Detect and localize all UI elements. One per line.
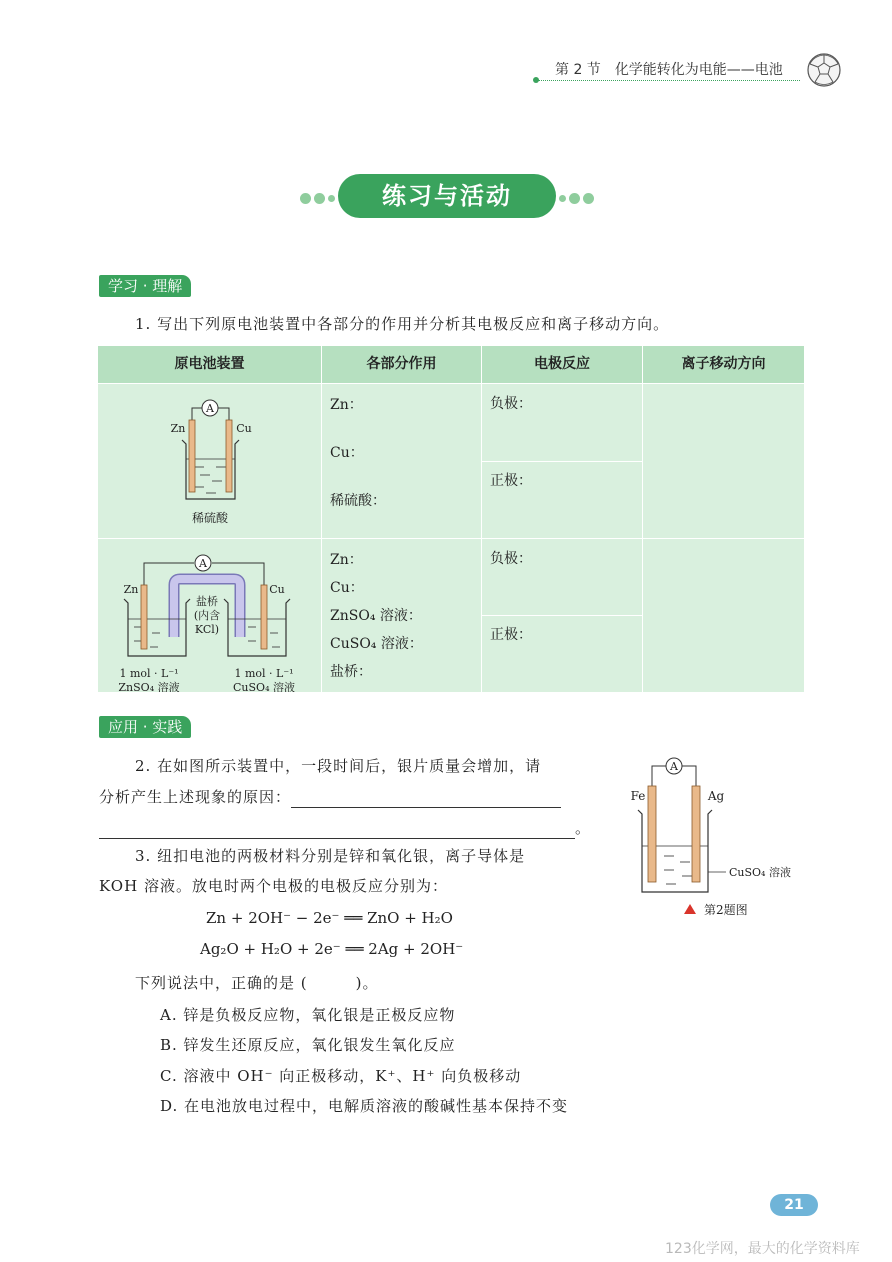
answer-blank[interactable] (99, 818, 575, 839)
figure-caption: 第2题图 (704, 903, 748, 917)
zn-label: Zn (123, 583, 139, 596)
question-3-prompt: 下列说法中，正确的是 ( )。 (135, 974, 379, 992)
row2-ion-cell (643, 539, 804, 692)
option-a[interactable]: A. 锌是负极反应物，氧化银是正极反应物 (160, 1006, 456, 1024)
question-2-prompt: 分析产生上述现象的原因： (99, 788, 292, 806)
fe-label: Fe (630, 789, 646, 803)
section-tag-study: 学习 · 理解 (99, 275, 191, 297)
option-c[interactable]: C. 溶液中 OH⁻ 向正极移动，K⁺、H⁺ 向负极移动 (160, 1067, 522, 1085)
row2-negative-cell (482, 539, 643, 616)
header-title: 化学能转化为电能——电池 (614, 62, 783, 78)
zn-cu-cell-diagram (98, 384, 322, 539)
question-3-line2: KOH 溶液。放电时两个电极的电极反应分别为： (99, 877, 448, 895)
fullerene-icon (806, 52, 842, 88)
row1-positive-cell (482, 462, 643, 539)
banner-dot (300, 193, 311, 204)
role-znso4: ZnSO₄ 溶液： (330, 608, 422, 624)
negative-electrode-label: 负极： (490, 551, 532, 567)
header-rule (538, 80, 800, 81)
banner-dot (583, 193, 594, 204)
question-1: 1. 写出下列原电池装置中各部分的作用并分析其电极反应和离子移动方向。 (135, 315, 670, 333)
dilute-sulfuric-acid-label: 稀硫酸 (191, 511, 229, 525)
role-salt-bridge: 盐桥： (330, 664, 372, 680)
ammeter-label: A (206, 402, 214, 415)
triangle-icon (684, 904, 696, 914)
cu-label: Cu (269, 583, 285, 596)
option-b[interactable]: B. 锌发生还原反应，氧化银发生氧化反应 (160, 1036, 456, 1054)
question-3-line1: 3. 纽扣电池的两极材料分别是锌和氧化银，离子导体是 (135, 847, 526, 865)
ammeter-label: A (670, 760, 678, 773)
row1-roles-cell (322, 384, 482, 539)
salt-bridge-label: (内含 (193, 609, 221, 622)
cuso4-label: CuSO₄ 溶液 (729, 866, 791, 879)
row2-positive-cell (482, 616, 643, 692)
role-cuso4: CuSO₄ 溶液： (330, 636, 423, 652)
role-acid: 稀硫酸： (330, 493, 386, 509)
row1-diagram-cell (98, 384, 322, 539)
watermark: 123化学网，最大的化学资料库 (665, 1241, 860, 1257)
banner-dot (328, 195, 335, 202)
banner-dot (569, 193, 580, 204)
question-2-line3 (99, 818, 591, 839)
row1-ion-cell (643, 384, 804, 539)
negative-electrode-label: 负极： (490, 396, 532, 412)
ammeter-label: A (199, 557, 207, 570)
salt-bridge-cell-diagram (98, 539, 322, 692)
positive-electrode-label: 正极： (490, 473, 532, 489)
role-cu: Cu： (330, 445, 364, 461)
salt-bridge-label: 盐桥 (196, 595, 218, 608)
role-zn: Zn： (330, 552, 363, 568)
question-2-line2 (99, 787, 561, 808)
fe-ag-cell-figure (624, 752, 804, 924)
positive-electrode-label: 正极： (490, 627, 532, 643)
page-number: 21 (770, 1194, 818, 1216)
option-d[interactable]: D. 在电池放电过程中，电解质溶液的酸碱性基本保持不变 (160, 1097, 569, 1115)
zn-label: Zn (170, 422, 186, 435)
col-header: 离子移动方向 (643, 346, 804, 384)
question-2-end: 。 (575, 819, 592, 837)
right-concentration: 1 mol · L⁻¹ (234, 667, 294, 680)
answer-blank[interactable] (291, 787, 561, 808)
col-header: 原电池装置 (98, 346, 322, 384)
row1-negative-cell (482, 384, 643, 462)
section-banner: 练习与活动 (338, 174, 556, 218)
banner-dot (559, 195, 566, 202)
left-concentration: 1 mol · L⁻¹ (119, 667, 179, 680)
left-solution: ZnSO₄ 溶液 (118, 681, 180, 692)
running-header (555, 59, 797, 79)
role-zn: Zn： (330, 397, 363, 413)
banner-dot (314, 193, 325, 204)
col-header: 电极反应 (482, 346, 643, 384)
ag-label: Ag (707, 789, 725, 803)
question-2-line1: 2. 在如图所示装置中，一段时间后，银片质量会增加，请 (135, 757, 542, 775)
row2-roles-cell (322, 539, 482, 692)
salt-bridge-label: KCl) (194, 623, 220, 636)
right-solution: CuSO₄ 溶液 (233, 681, 295, 692)
section-tag-apply: 应用 · 实践 (99, 716, 191, 738)
cu-label: Cu (236, 422, 252, 435)
col-header: 各部分作用 (322, 346, 482, 384)
header-section: 第 2 节 (555, 62, 601, 78)
battery-table (98, 346, 804, 692)
equation-2: Ag₂O + H₂O + 2e⁻ ══ 2Ag + 2OH⁻ (200, 940, 464, 958)
role-cu: Cu： (330, 580, 364, 596)
row2-diagram-cell (98, 539, 322, 692)
equation-1: Zn + 2OH⁻ − 2e⁻ ══ ZnO + H₂O (206, 909, 453, 927)
